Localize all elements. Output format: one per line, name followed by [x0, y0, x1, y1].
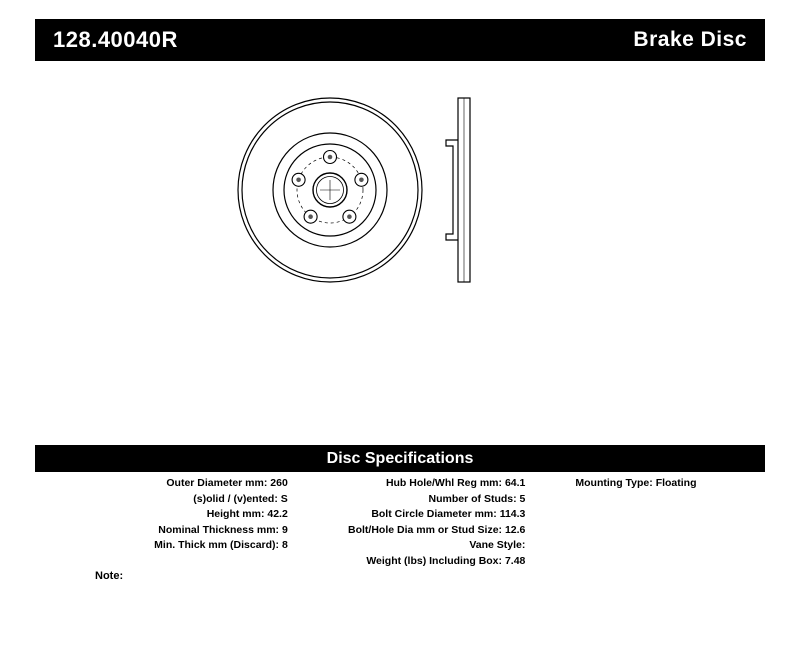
- spec-value: 260: [270, 477, 288, 489]
- spec-value: 42.2: [267, 508, 288, 520]
- spec-solid-vented: [35, 492, 288, 508]
- note-label: Note:: [95, 570, 124, 582]
- spec-label: (s)olid / (v)ented:: [193, 492, 278, 505]
- spec-label: Nominal Thickness mm:: [158, 523, 280, 536]
- spec-bolt-circle-diameter: [298, 507, 526, 523]
- spec-label: Outer Diameter mm:: [166, 477, 268, 489]
- specs-table: [35, 476, 765, 569]
- spec-label: Hub Hole/Whl Reg mm:: [385, 477, 503, 489]
- spec-vane-style: [298, 538, 526, 554]
- rotor-diagram: [200, 80, 600, 310]
- product-type: Brake Disc: [633, 28, 747, 51]
- spec-value: Floating: [655, 477, 697, 489]
- spec-label: Weight (lbs) Including Box:: [366, 554, 503, 567]
- spec-mounting-type: [575, 476, 765, 492]
- specs-column-left: [35, 476, 298, 569]
- spec-number-of-studs: [298, 492, 526, 508]
- part-number: 128.40040R: [53, 27, 178, 52]
- spec-label: Bolt/Hole Dia mm or Stud Size:: [348, 523, 503, 536]
- header-bar: [35, 19, 765, 61]
- specs-title: Disc Specifications: [326, 449, 474, 467]
- spec-outer-diameter: [35, 476, 288, 492]
- spec-label: Mounting Type:: [575, 477, 653, 489]
- spec-value: 12.6: [504, 523, 526, 536]
- rotor-edge-view: [446, 98, 470, 282]
- spec-value: 7.48: [504, 554, 526, 567]
- spec-height: [35, 507, 288, 523]
- spec-value: 114.3: [499, 508, 526, 520]
- spec-hub-hole: [298, 476, 526, 492]
- spec-weight: [298, 554, 526, 570]
- spec-value: S: [280, 492, 288, 505]
- spec-value: 9: [281, 523, 288, 536]
- spec-nominal-thickness: [35, 523, 288, 539]
- spec-label: Bolt Circle Diameter mm:: [371, 508, 497, 520]
- product-drawing: [35, 80, 765, 430]
- spec-value: 8: [281, 539, 288, 551]
- specs-column-right: [531, 476, 765, 569]
- spec-label: Vane Style:: [469, 539, 526, 551]
- spec-label: Number of Studs:: [428, 492, 517, 505]
- spec-bolt-hole-dia: [298, 523, 526, 539]
- specs-column-middle: [298, 476, 532, 569]
- spec-value: 64.1: [504, 477, 526, 489]
- specs-title-bar: [35, 445, 765, 472]
- spec-min-thickness: [35, 538, 288, 554]
- spec-label: Min. Thick mm (Discard):: [154, 539, 280, 551]
- note-row: [35, 570, 765, 582]
- spec-value: 5: [519, 492, 526, 505]
- rotor-center-marks: [320, 180, 340, 200]
- spec-label: Height mm:: [206, 508, 265, 520]
